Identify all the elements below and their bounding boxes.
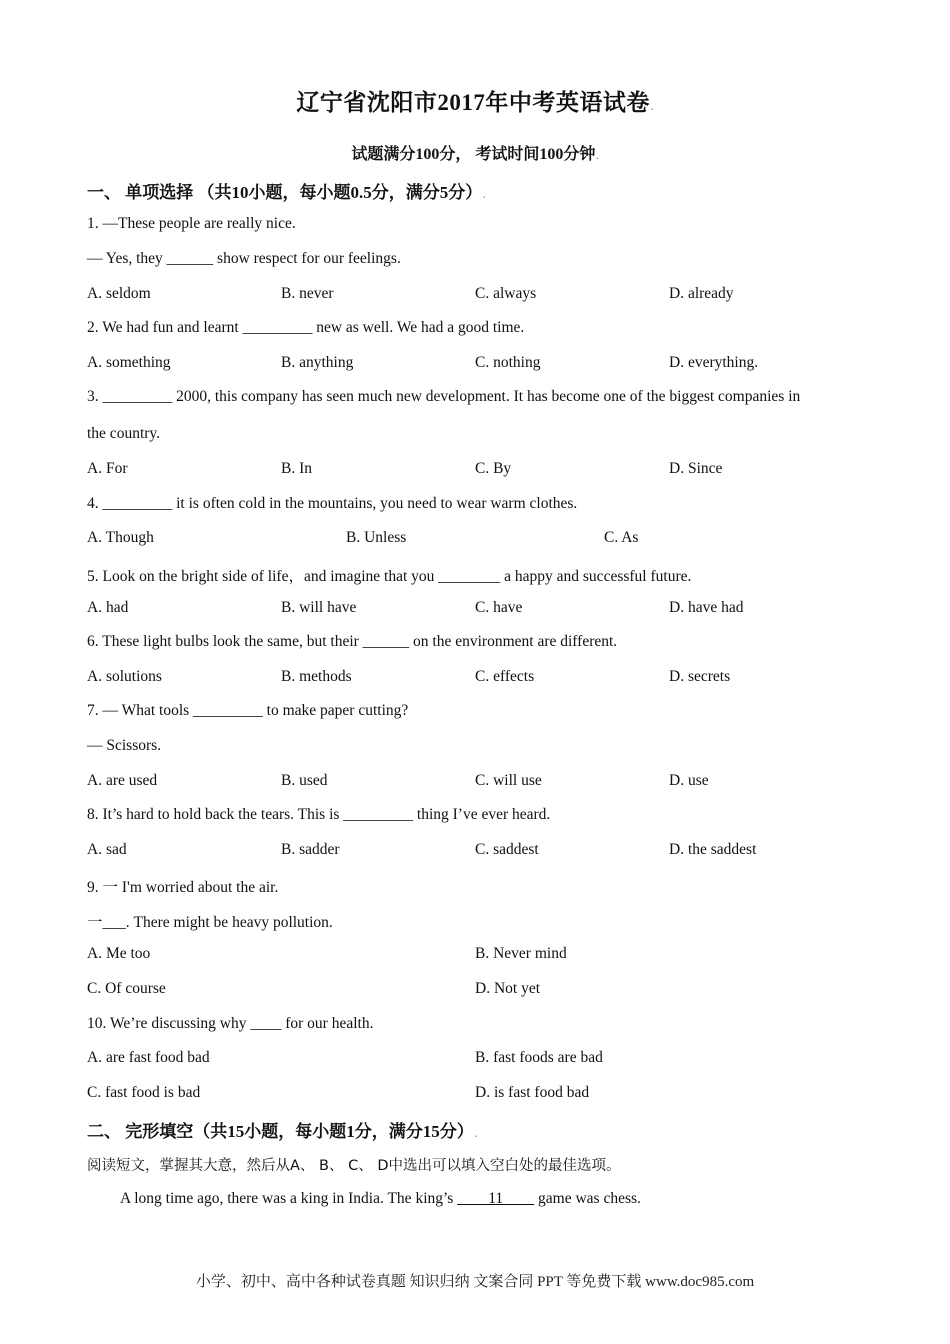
q10-option-b: B. fast foods are bad [475, 1049, 603, 1066]
q8-option-b: B. sadder [281, 841, 340, 858]
q6-option-b: B. methods [281, 668, 352, 685]
question-10-stem: 10. We’re discussing why ____ for our health. [87, 1015, 374, 1032]
question-7-stem-2: — Scissors. [87, 737, 162, 754]
q6-option-a: A. solutions [87, 668, 162, 685]
q3-option-a: A. For [87, 460, 128, 477]
q1-option-c: C. always [475, 285, 537, 302]
q3-option-b: B. In [281, 460, 312, 477]
q8-option-c: C. saddest [475, 841, 539, 858]
q5-option-a: A. had [87, 599, 129, 616]
q1-option-a: A. seldom [87, 285, 151, 302]
q10-option-a: A. are fast food bad [87, 1049, 210, 1066]
q3-option-d: D. Since [669, 460, 723, 477]
question-2-stem: 2. We had fun and learnt _________ new as well. We had a good time. [87, 319, 525, 336]
question-9-stem-2: 一___. There might be heavy pollution. [87, 914, 333, 931]
q2-option-b: B. anything [281, 354, 354, 371]
passage-blank-11: ____11____ [457, 1190, 535, 1207]
passage-text-end: game was chess. [538, 1190, 641, 1207]
q9-option-b: B. Never mind [475, 945, 567, 962]
q7-option-d: D. use [669, 772, 709, 789]
question-9-stem: 9. 一 I'm worried about the air. [87, 879, 279, 896]
q8-option-a: A. sad [87, 841, 127, 858]
section-heading-1: 一、 单项选择 （共10小题，每小题0.5分，满分5分）. [87, 183, 486, 202]
section-heading-2: 二、 完形填空（共15小题，每小题1分，满分15分）. [87, 1122, 477, 1141]
question-4-stem: 4. _________ it is often cold in the mountains, you need to wear warm clothes. [87, 495, 578, 512]
q2-option-c: C. nothing [475, 354, 541, 371]
q8-option-d: D. the saddest [669, 841, 757, 858]
q6-option-c: C. effects [475, 668, 535, 685]
question-1-stem-2: — Yes, they ______ show respect for our feelings. [87, 250, 401, 267]
q2-option-d: D. everything. [669, 354, 759, 371]
question-1-stem: 1. —These people are really nice. [87, 215, 296, 232]
q10-option-c: C. fast food is bad [87, 1084, 201, 1101]
q4-option-b: B. Unless [346, 529, 407, 546]
q4-option-a: A. Though [87, 529, 154, 546]
page-title: 辽宁省沈阳市2017年中考英语试卷. [296, 90, 654, 115]
q7-option-c: C. will use [475, 772, 542, 789]
q5-option-d: D. have had [669, 599, 744, 616]
q1-option-d: D. already [669, 285, 734, 302]
question-3-stem-cont: the country. [87, 425, 161, 442]
question-6-stem: 6. These light bulbs look the same, but their ______ on the environment are different. [87, 633, 618, 650]
q2-option-a: A. something [87, 354, 171, 371]
q4-option-c: C. As [604, 529, 639, 546]
q7-option-a: A. are used [87, 772, 158, 789]
question-3-stem: 3. _________ 2000, this company has seen much new development. It has become one of the biggest companies in [87, 388, 801, 405]
question-7-stem: 7. — What tools _________ to make paper cutting? [87, 702, 409, 719]
page-subtitle: 试题满分100分， 考试时间100分钟. [351, 146, 599, 163]
page-footer: 小学、初中、高中各种试卷真题 知识归纳 文案合同 PPT 等免费下载 www.doc985.com [195, 1274, 755, 1290]
q7-option-b: B. used [281, 772, 328, 789]
q5-option-c: C. have [475, 599, 523, 616]
q5-option-b: B. will have [281, 599, 357, 616]
question-8-stem: 8. It’s hard to hold back the tears. This is _________ thing I’ve ever heard. [87, 806, 551, 823]
q1-option-b: B. never [281, 285, 334, 302]
passage-text-start: A long time ago, there was a king in India. The king’s [120, 1190, 454, 1207]
q6-option-d: D. secrets [669, 668, 731, 685]
q9-option-c: C. Of course [87, 980, 166, 997]
cloze-instruction: 阅读短文，掌握其大意，然后从A、 B、 C、 D中选出可以填入空白处的最佳选项。 [87, 1158, 621, 1174]
passage-first-line [120, 1190, 641, 1208]
q3-option-c: C. By [475, 460, 512, 477]
q9-option-a: A. Me too [87, 945, 151, 962]
question-5-stem: 5. Look on the bright side of life，and imagine that you ________ a happy and successful future. [87, 568, 692, 585]
q9-option-d: D. Not yet [475, 980, 541, 997]
q10-option-d: D. is fast food bad [475, 1084, 590, 1101]
